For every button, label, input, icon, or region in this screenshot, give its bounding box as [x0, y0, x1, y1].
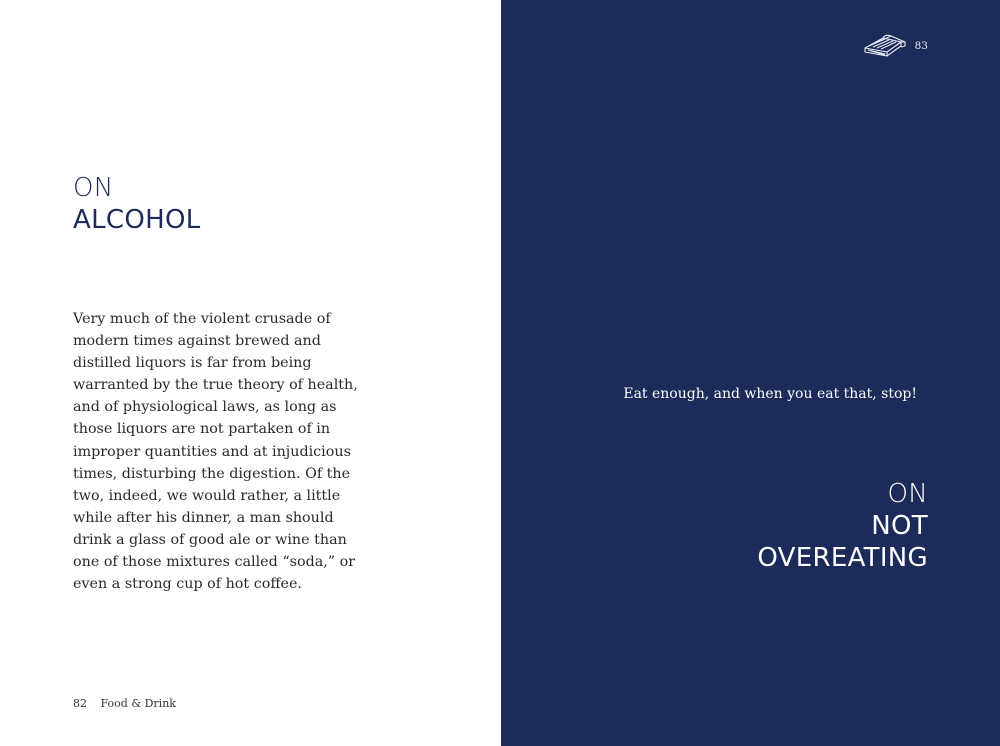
heading-not: NOT [871, 511, 928, 541]
heading-overeating: OVEREATING [757, 543, 928, 573]
heading-alcohol: ALCOHOL [73, 205, 201, 235]
right-page [501, 0, 1000, 746]
section-title: Food & Drink [100, 697, 176, 710]
pie-slices-icon [861, 30, 909, 64]
alcohol-body-text: Very much of the violent crusade of modern times against brewed and distilled liquors is far from being warranted by the true theory of health, and of physiological laws, as long as those liquors are not partaken of in improper quantities and at injudicious times, disturbing the digestion. Of the two, indeed, we would rather, a little while after his dinner, a man should drink a glass of good ale or wine than one of those mixtures called “soda,” or even a strong cup of hot coffee. [73, 311, 358, 593]
heading-on: ON [73, 173, 114, 203]
right-page-number: 83 [914, 40, 928, 52]
left-footer [73, 697, 176, 710]
overeating-heading [757, 478, 928, 574]
heading-on-right: ON [887, 479, 928, 509]
overeating-quote: Eat enough, and when you eat that, stop! [623, 386, 917, 402]
alcohol-heading [73, 172, 201, 236]
left-page-number: 82 [73, 697, 87, 710]
